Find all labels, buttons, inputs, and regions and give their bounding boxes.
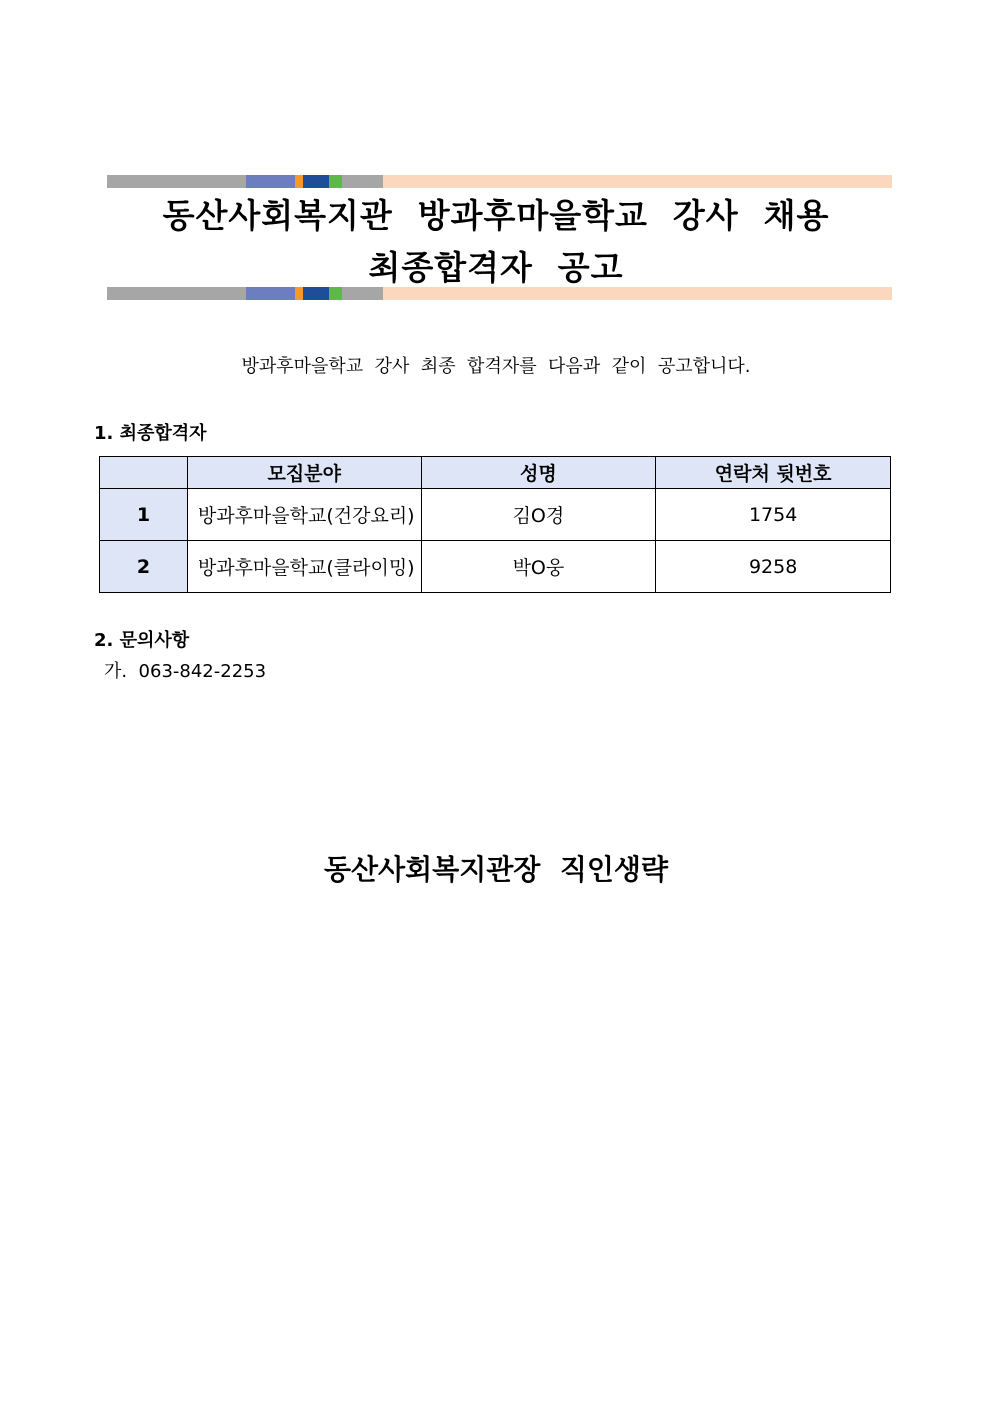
recruit-field: 방과후마을학교(클라이밍) [187,541,421,593]
row-number: 2 [100,541,188,593]
recruit-field: 방과후마을학교(건강요리) [187,489,421,541]
phone-suffix: 1754 [656,489,891,541]
table-header-row [100,457,891,489]
page-title-line1: 동산사회복지관 방과후마을학교 강사 채용 [162,196,830,235]
candidate-name: 박O웅 [421,541,656,593]
column-header-phone: 연락처 뒷번호 [656,457,891,489]
candidate-name: 김O경 [421,489,656,541]
table-row [100,541,891,593]
table-row [100,489,891,541]
section-heading-inquiries: 2. 문의사항 [94,630,190,651]
section-heading-final-candidates: 1. 최종합격자 [94,423,207,444]
column-header-field: 모집분야 [187,457,421,489]
decorative-header-bar-top [107,175,892,188]
column-header-no [100,457,188,489]
decorative-header-bar-bottom [107,287,892,300]
page-title-line2: 최종합격자 공고 [368,248,624,287]
contact-phone: 가. 063-842-2253 [104,661,267,682]
column-header-name: 성명 [421,457,656,489]
row-number: 1 [100,489,188,541]
intro-text: 방과후마을학교 강사 최종 합격자를 다음과 같이 공고합니다. [241,356,751,377]
final-candidates-table [99,456,891,593]
phone-suffix: 9258 [656,541,891,593]
signature-line: 동산사회복지관장 직인생략 [323,853,669,886]
